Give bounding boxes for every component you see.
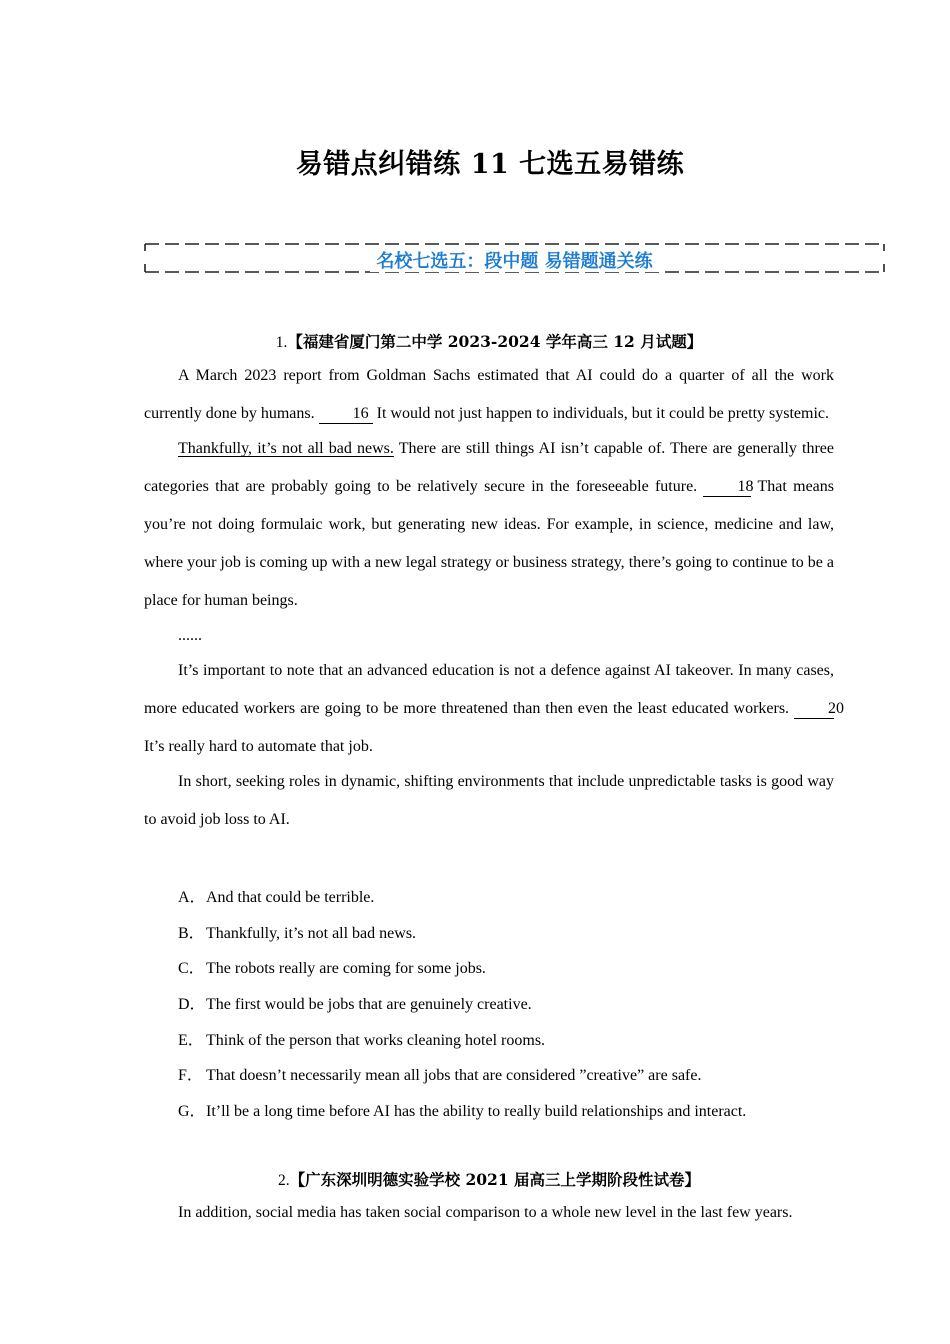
banner-title: 名校七选五：段中题 易错题通关练 [370,251,658,272]
blank-18: 18 [703,478,751,497]
question-2-heading [144,1168,834,1190]
option-text: Thankfully, it’s not all bad news. [206,925,417,942]
page-title: 易错点纠错练 11 七选五易错练 [295,149,685,180]
question-source: 【福建省厦门第二中学 2023-2024 学年高三 12 月试题】 [287,332,703,351]
question-1-passage [144,357,845,839]
option-text: The robots really are coming for some jobs. [206,960,486,977]
option-letter: G． [178,1103,206,1120]
option-letter: F． [178,1067,203,1084]
option-c [178,955,486,978]
blank-16: 16 [319,405,373,424]
option-text: That doesn’t necessarily mean all jobs that are considered ”creative” are safe. [206,1067,702,1084]
option-letter: D． [178,996,206,1013]
ellipsis: ...... [178,627,202,644]
option-text: And that could be terrible. [206,889,375,906]
text-span: It would not just happen to individuals, but it could be pretty systemic. [376,405,830,422]
paragraph [144,357,834,433]
option-d [178,991,532,1014]
underlined-sentence: Thankfully, it’s not all bad news. [178,440,394,457]
option-text: Think of the person that works cleaning hotel rooms. [206,1032,546,1049]
text-span: That means you’re not doing formulaic work, but generating new ideas. For example, in science, medicine and law, where your job is coming up with a new legal strategy or business strategy, there’s going to continue to be a place for human beings. [144,478,834,609]
paragraph [144,430,834,620]
option-letter: B． [178,925,205,942]
question-number: 1. [275,334,288,351]
option-b [178,920,416,943]
option-letter: E． [178,1032,204,1049]
question-source: 【广东深圳明德实验学校 2021 届高三上学期阶段性试卷】 [289,1170,701,1189]
text-span: It’s important to note that an advanced education is not a defence against AI takeover. In many cases, more educated workers are going to be more threatened than then even the least educated workers. [144,662,834,717]
option-text: The first would be jobs that are genuinely creative. [206,996,532,1013]
text-span: There are still things AI isn’t capable of. There are generally three categories that are probably going to be relatively secure in the foreseeable future. [144,440,834,495]
text-span: A March 2023 report from Goldman Sachs estimated that AI could do a quarter of all the work currently done by humans. [144,367,834,422]
section-banner [144,242,885,274]
option-text: It’ll be a long time before AI has the ability to really build relationships and interact. [206,1103,747,1120]
question-2-passage [144,1194,834,1232]
option-a [178,884,374,907]
blank-20: 20 [794,700,834,719]
option-g [178,1098,746,1121]
question-number: 2. [277,1172,290,1189]
option-e [178,1027,545,1050]
text-span: It’s really hard to automate that job. [144,738,373,755]
paragraph [144,652,845,766]
option-letter: A． [178,889,206,906]
option-f [178,1062,701,1085]
question-1-heading [144,330,834,352]
paragraph: In short, seeking roles in dynamic, shifting environments that include unpredictable tasks is good way to avoid job loss to AI. [144,773,834,828]
option-letter: C． [178,960,205,977]
paragraph: In addition, social media has taken social comparison to a whole new level in the last few years. [178,1204,793,1221]
